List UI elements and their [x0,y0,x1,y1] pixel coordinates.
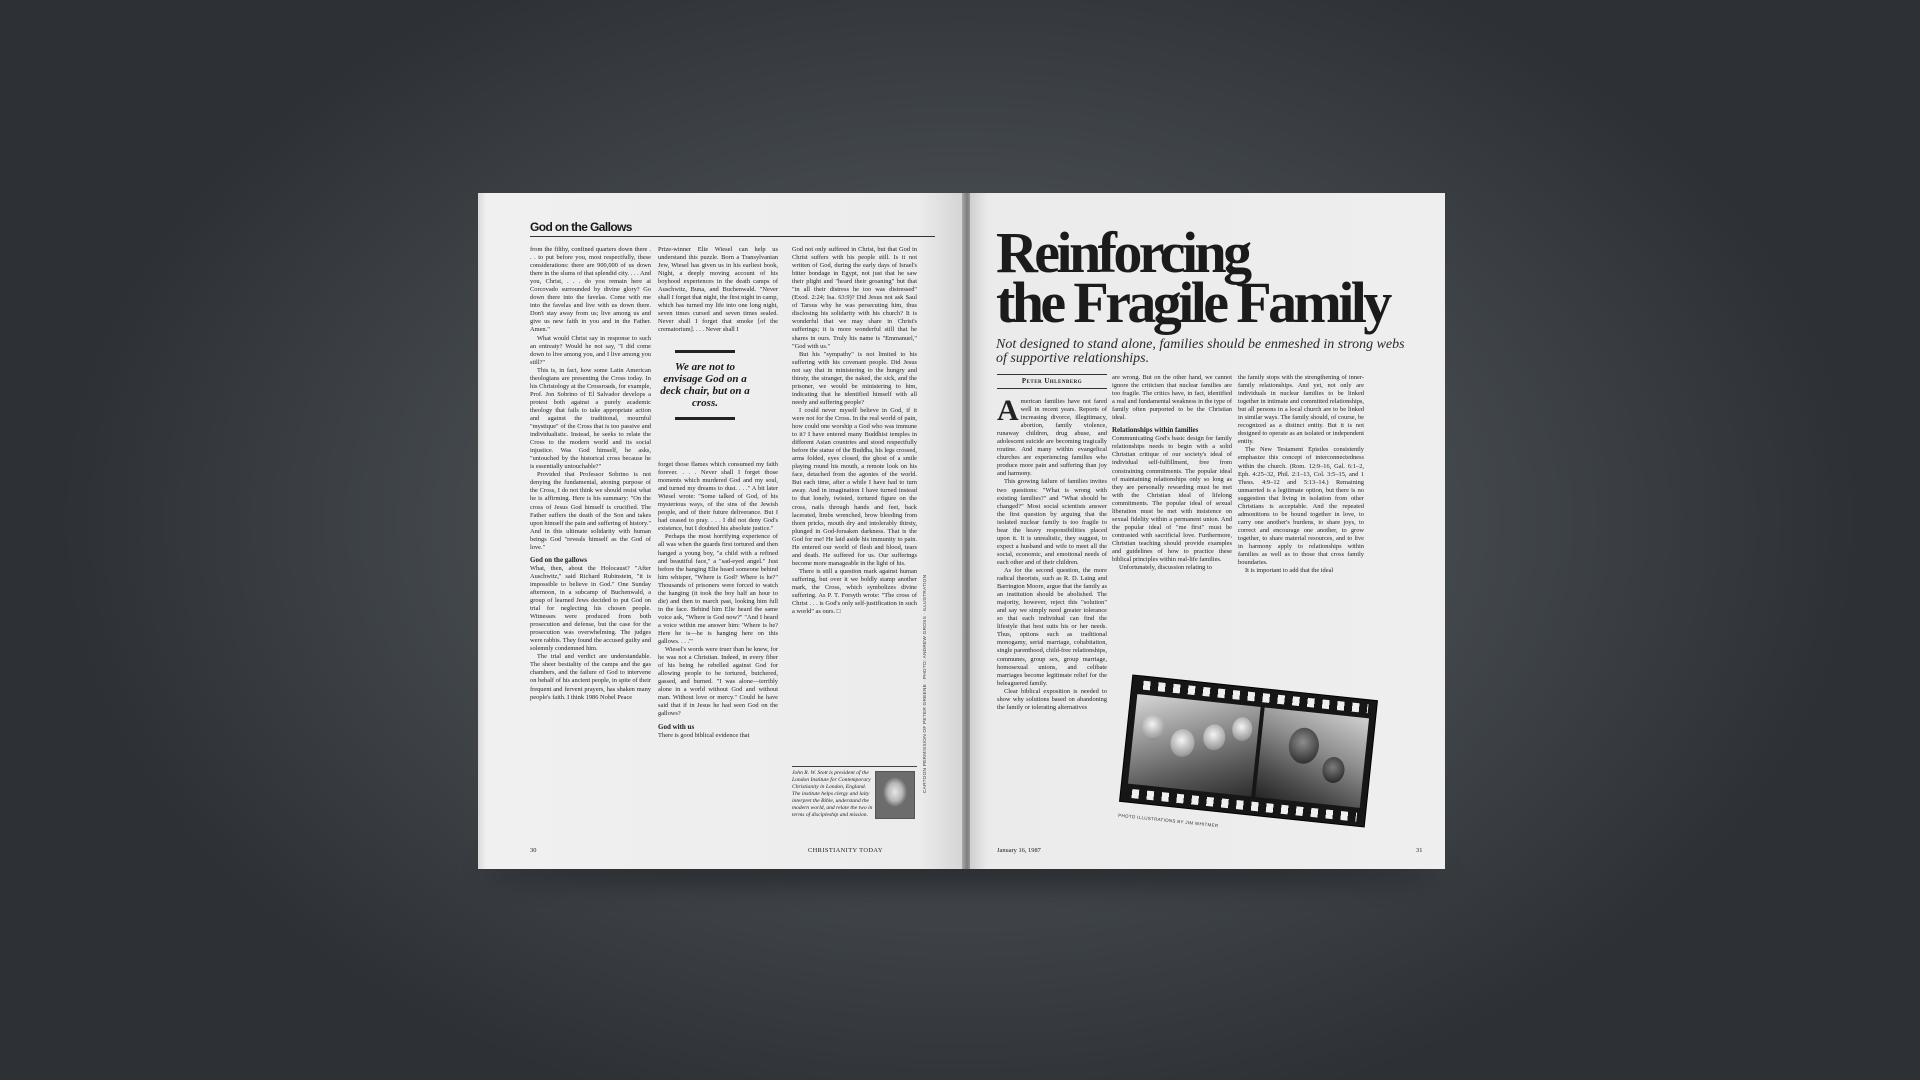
right-column-2 [1112,374,1232,676]
author-bio: John R. W. Stott is president of the London Institute for Contemporary Christianity in London, England. The institute helps clergy and laity interpret the Bible, understand the modern world, and relate the two in terms of discipleship and mission. [792,770,873,818]
paragraph: the family stops with the strengthening of inner-family relationships. And yet, not only are individuals in nuclear families to be linked together in intimate and committed relationships, but all persons in a local church are to be linked in similar ways. The family should, of course, be recognized as a distinct entity. But it is not designed to operate as an isolated or independent entity. [1238,374,1364,446]
person [1202,723,1227,751]
paragraph: There is still a question mark against human suffering, but over it we boldly stamp another mark, the Cross, which symbolizes divine suffering. As P. T. Forsyth wrote: "The cross of Christ . . . is God's only self-justification in such a world" as ours. □ [792,567,917,616]
photo-frame-family-group [1128,694,1261,796]
left-column-3 [792,246,917,764]
paragraph: As for the second question, the more radical theorists, such as R. D. Laing and Barrington Moore, argue that the family as an institution should be abolished. The majority, however, reject this "solution" and say we simply need greater tolerance so that each individual can find the lifestyle that best suits his or her needs. Thus, options such as traditional monogamy, serial marriage, cohabitation, single parenthood, child-free relationships, communes, group sex, group marriage, homosexual unions, and celibate marriages become legitimate relief for the beleaguered family. [997,566,1107,687]
filmstrip-photo [1120,676,1377,827]
paragraph: I could never myself believe in God, if it were not for the Cross. In the real world of pain, how could one worship a God who was immune to it? I have entered many Buddhist temples in different Asian countries and stood respectfully before the statue of the Buddha, his legs crossed, arms folded, eyes closed, the ghost of a smile playing round his mouth, a remote look on his face, detached from the agonies of the world. But each time, after a while I have had to turn away. And in imagination I have turned instead to that lonely, twisted, tortured figure on the cross, nails through hands and feet, back lacerated, limbs wrenched, brow bleeding from thorn pricks, mouth dry and intolerably thirsty, plunged in God-forsaken darkness. That is the God for me! He laid aside his immunity to pain. He entered our world of flesh and blood, tears and death. He suffered for us. Our sufferings become more manageable in the light of his. [792,406,917,567]
paragraph: Communicating God's basic design for family relationships needs to begin with a solid Christian critique of our society's ideal of individual self-fulfillment, free from constraining commitments. The popular ideal of maintaining relationships only so long as they are personally rewarding must be met with the Christian ideal of lifelong commitments. The popular ideal of sexual liberation must be met with insistence on sexual fidelity within a permanent union. And the popular ideal of "me first" must be contrasted with sacrificial love. Furthermore, Christian teaching should provide examples and guidelines of how to practice these biblical principles within real-life families. [1112,435,1232,564]
pull-quote [656,350,754,420]
pull-quote-rule [675,350,735,353]
section-heading: God on the gallows [530,555,587,564]
paragraph: It is important to add that the ideal [1245,567,1334,575]
pull-quote-rule [675,417,735,420]
section-heading: God with us [658,722,695,731]
magazine-spread [478,193,1445,869]
folio-right: 31 [1416,847,1423,854]
drop-cap: A [997,398,1019,427]
right-column-3 [1238,374,1364,676]
paragraph: Prize-winner Elie Wiesel can help us understand this puzzle. Born a Transylvanian Jew, Wiesel has given us in his earliest book, Night, a deeply moving account of his boyhood experiences in the death camps of Auschwitz, Buna, and Buchenwald. "Never shall I forget that night, the first night in camp, which has turned my life into one long night, seven times cursed and seven times sealed. Never shall I forget that smoke [of the crematorium]. . . . Never shall I [658,246,778,334]
running-head [530,218,935,237]
footer-magazine-title: CHRISTIANITY TODAY [808,847,883,854]
paragraph: But his "sympathy" is not limited to his suffering with his covenant people. Did Jesus not say that in ministering to the hungry and thirsty, the stranger, the naked, the sick, and the prisoner, we would be ministering to him, indicating that he identified himself with all needy and suffering people? [792,350,917,406]
person [1169,728,1196,758]
paragraph: from the filthy, confined quarters down there . . . to put before you, most respectfully, these considerations: there are 900,000 of us down there in the slums of that splendid city. . . . And you, Christ, . . . do you remain here at Corcovado surrounded by divine glory? Go down there into the favelas. Come with me into the favelas and live with us down there. Don't stay away from us; live among us and give us new faith in you and in the Father. Amen." [530,246,651,334]
title-line-2: the Fragile Family [996,270,1389,335]
paragraph: Wiesel's words were truer than he knew, for he was not a Christian. Indeed, in every fiber of his being he rebelled against God for allowing people to be tortured, butchered, gassed, and burned. "I was alone—terribly alone in a world without God and without man. Without love or mercy." Could he have said that if in Jesus he had seen God on the gallows? [658,646,778,718]
footer-date: January 16, 1987 [997,847,1041,854]
right-column-1 [997,398,1107,846]
side-credit: CARTOON PERMISSION OF PETER GREENE · PHOTO: ANDREW GROSS · ILLUSTRATION [923,574,928,793]
folio-left: 30 [530,847,537,854]
left-column-2-top [658,246,778,346]
right-page [970,193,1445,869]
title-line-1: Reinforcing [996,220,1249,285]
paragraph: merican families have not fared well in recent years. Reports of increasing divorce, illegitimacy, abortion, family violence, runaway children, drug abuse, and adolescent suicide are becoming tragically routine. And many within evangelical churches are experiencing families who produce more pain and suffering than joy and harmony. [997,398,1107,478]
author-bio-box [792,766,917,831]
paragraph: This is, in fact, how some Latin American theologians are presenting the Cross today. In his Christology at the Crossroads, for example, Prof. Jon Sobrino of El Salvador develops a protest both against a purely academic theology that fails to take appropriate action and against the traditional, mournful "mystique" of the Cross that is too passive and individualistic. Instead, he seeks to relate the Cross to the modern world and its social injustice. Was God himself, he asks, "untouched by the historical cross because he is essentially untouchable?" [530,366,651,471]
paragraph: God not only suffered in Christ, but that God in Christ suffers with his people still. Is it not written of God, during the early days of Israel's bitter bondage in Egypt, not just that he saw their plight and "heard their groaning" but that "in all their distress he too was distressed" (Exod. 2:24; Isa. 63:9)? Did Jesus not ask Saul of Tarsus why he was persecuting him, thus disclosing his solidarity with his church? It is wonderful that we may share in Christ's sufferings; it is more wonderful still that he shares in ours. Truly his name is "Emmanuel," "God with us." [792,246,917,350]
paragraph: forget those flames which consumed my faith forever. . . . Never shall I forget those moments which murdered God and my soul, and turned my dreams to dust. . . ." A bit later Wiesel wrote: "Some talked of God, of his mysterious ways, of the sins of the Jewish people, and of their future deliverance. But I had ceased to pray. . . . I did not deny God's existence, but I doubted his absolute justice." [658,461,778,533]
left-page [478,193,964,869]
author-photo [875,771,915,819]
pull-quote-text: We are not to envisage God on a deck chair, but on a cross. [660,361,750,409]
paragraph: Unfortunately, discussion relating to [1119,564,1212,572]
person [1287,726,1321,765]
person [1231,716,1253,742]
paragraph: What would Christ say in response to such an entreaty? Would he not say, "I did come down to live among you, and I live among you still?" [530,334,651,366]
byline: Peter Uhlenberg [997,374,1107,389]
article-title [996,220,1436,335]
photo-credit: PHOTO ILLUSTRATIONS BY JIM WHITMER [1118,812,1219,829]
running-head-text: God on the Gallows [530,220,632,234]
paragraph: Clear biblical exposition is needed to show why solutions based on abandoning the family or tolerating alternatives [997,687,1107,711]
paragraph: The New Testament Epistles consistently emphasize this concept of interconnectedness within the church. (Rom. 12:9–16, Gal. 6:1–2, Eph. 4:25–32, Phil. 2:1–13, Col. 3:5–15, and 1 Thess. 4:9–12 and 5:13–14.) Remaining unmarried is a legitimate option, but there is no suggestion that living in isolation from other Christians is acceptable. And the repeated admonitions to be bound together in love, to carry one another's burdens, to share joys, to correct and encourage one another, to grow together, to share material resources, and to live in harmony apply to relationships within families as well as to those that cross family boundaries. [1238,446,1364,567]
article-dek: Not designed to stand alone, families should be enmeshed in strong webs of supportive relationships. [996,337,1405,366]
person [1141,713,1166,741]
paragraph: There is good biblical evidence that [658,731,750,739]
paragraph: Perhaps the most horrifying experience of all was when the guards first tortured and then hanged a young boy, "a child with a refined and beautiful face," a "sad-eyed angel." Just before the hanging Elie heard someone behind him whisper, "Where is God? Where is he?" Thousands of prisoners were forced to watch the hanging (it took the boy half an hour to die) and then to march past, looking him full in the face. Behind him Elie heard the same voice ask, "Where is God now?" "And I heard a voice within me answer him: 'Where is he? Here he is—he is hanging here on this gallows. . . .'" [658,533,778,646]
paragraph: The trial and verdict are understandable. The sheer bestiality of the camps and the gas chambers, and the failure of God to intervene on behalf of his ancient people, in spite of their frequent and fervent prayers, has shaken many people's faith. I think 1986 Nobel Peace [530,653,651,701]
paragraph: Provided that Professor Sobrino is not denying the fundamental, atoning purpose of the Cross, I do not think we should resist what he is affirming. Here is his summary: "On the cross of Jesus God himself is crucified. The Father suffers the death of the Son and takes upon himself the pain and suffering of history." And in this ultimate solidarity with human beings God "reveals himself as the God of love." [530,471,651,551]
section-heading: Relationships within families [1112,426,1199,435]
paragraph: What, then, about the Holocaust? "After Auschwitz," said Richard Rubinstein, "it is impossible to believe in God." One Sunday afternoon, in a subcamp of Buchenwald, a group of learned Jews decided to put God on trial for neglecting his chosen people. Witnesses were produced from both prosecution and defense, but the case for the prosecution was overwhelming. The judges were rabbis. They found the accused guilty and solemnly condemned him. [530,564,651,653]
photo-frame-mother-child [1255,707,1369,807]
paragraph: are wrong. But on the other hand, we cannot ignore the criticism that nuclear families are too fragile. The critics have, in fact, identified a real and fundamental weakness in the type of family often purported to be the Christian ideal. [1112,374,1232,422]
left-column-2-bottom [658,461,778,856]
left-column-1 [530,246,651,856]
person [1321,756,1346,784]
paragraph: This growing failure of families invites two questions: "What is wrong with existing families?" and "What should be changed?" Most social scientists answer the first question by arguing that the isolated nuclear family is too fragile to bear the heavy responsibilities placed upon it. It is unrealistic, they suggest, to expect a husband and wife to meet all the social, economic, and emotional needs of each other and of their children. [997,478,1107,566]
